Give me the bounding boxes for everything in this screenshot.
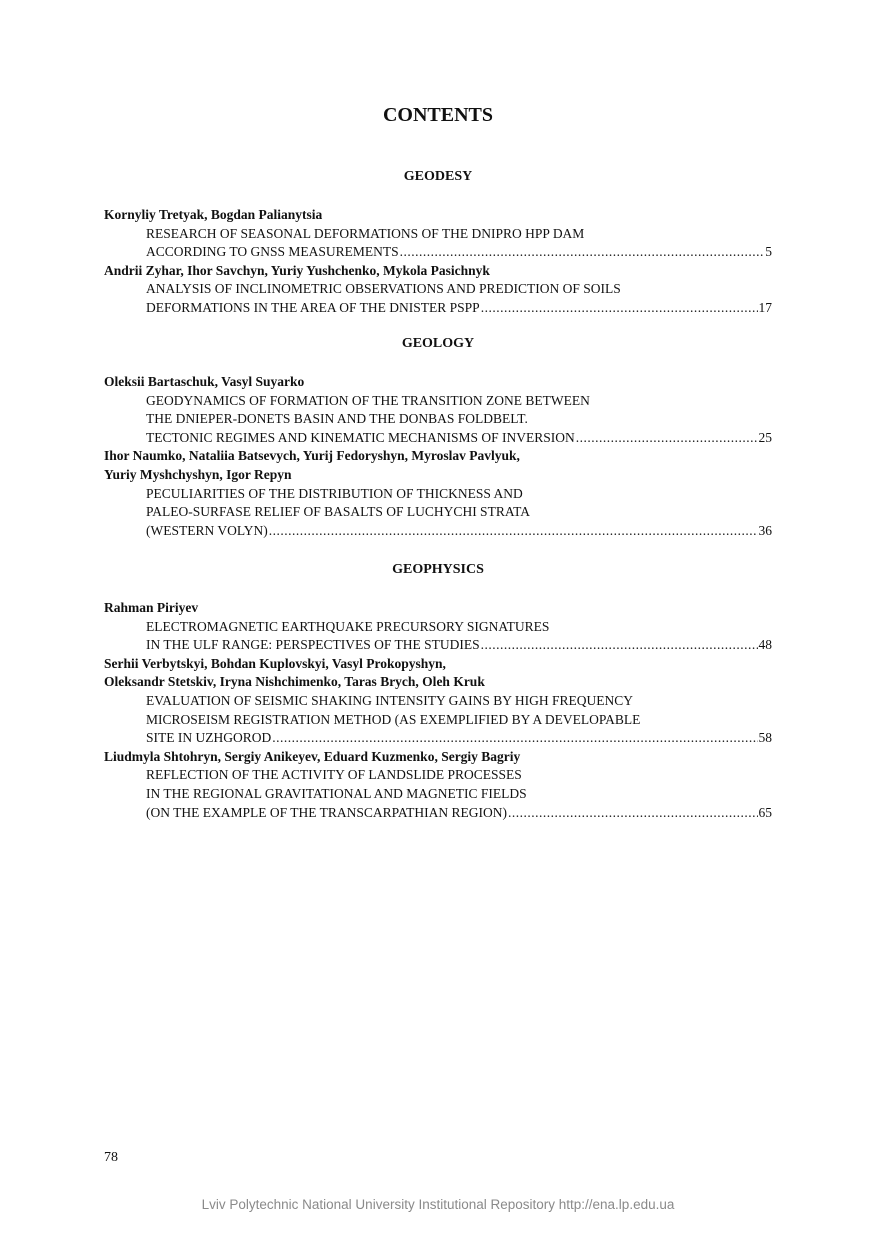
entry-title-last: ACCORDING TO GNSS MEASUREMENTS [146, 244, 399, 260]
entry-authors: Oleksandr Stetskiv, Iryna Nishchimenko, Taras Brych, Oleh Kruk [104, 674, 485, 690]
dot-leader [400, 243, 765, 262]
dot-leader [269, 522, 758, 541]
entry-title-line: ELECTROMAGNETIC EARTHQUAKE PRECURSORY SIGNATURES [146, 618, 550, 634]
toc-entry[interactable] [104, 599, 772, 655]
entry-last-line [146, 804, 772, 823]
entry-title-last: IN THE ULF RANGE: PERSPECTIVES OF THE STUDIES [146, 637, 480, 653]
entry-authors: Liudmyla Shtohryn, Sergiy Anikeyev, Eduard Kuzmenko, Sergiy Bagriy [104, 748, 521, 764]
entry-title-line: ANALYSIS OF INCLINOMETRIC OBSERVATIONS AND PREDICTION OF SOILS [146, 281, 621, 297]
entry-page-number[interactable]: 17 [758, 299, 772, 315]
entry-page-number[interactable]: 58 [758, 730, 772, 746]
entry-authors: Kornyliy Tretyak, Bogdan Palianytsia [104, 207, 323, 222]
entry-title-last: SITE IN UZHGOROD [146, 730, 272, 746]
entry-last-line [146, 636, 772, 655]
section-heading: GEOLOGY [401, 336, 475, 351]
section-geology [104, 335, 772, 540]
entry-title-last: (ON THE EXAMPLE OF THE TRANSCARPATHIAN REGION) [146, 804, 508, 820]
page-title: CONTENTS [382, 104, 494, 126]
entry-page-number[interactable]: 65 [758, 804, 772, 820]
entry-authors: Ihor Naumko, Nataliia Batsevych, Yurij Fedoryshyn, Myroslav Pavlyuk, [104, 448, 520, 464]
entry-title-line: REFLECTION OF THE ACTIVITY OF LANDSLIDE PROCESSES [146, 767, 522, 783]
entry-last-line [146, 243, 772, 262]
entry-title-line: GEODYNAMICS OF FORMATION OF THE TRANSITION ZONE BETWEEN [146, 392, 590, 408]
toc-entry[interactable] [104, 262, 772, 318]
entry-last-line [146, 522, 772, 541]
page-number: 78 [104, 1150, 118, 1165]
toc-entry[interactable] [104, 373, 772, 447]
entry-authors: Serhii Verbytskyi, Bohdan Kuplovskyi, Vasyl Prokopyshyn, [104, 655, 446, 671]
entry-title-line: EVALUATION OF SEISMIC SHAKING INTENSITY GAINS BY HIGH FREQUENCY [146, 692, 634, 708]
dot-leader [481, 299, 758, 318]
section-heading: GEOPHYSICS [392, 562, 484, 577]
toc-entry[interactable] [104, 748, 772, 822]
entry-title-line: THE DNIEPER-DONETS BASIN AND THE DONBAS FOLDBELT. [146, 411, 528, 427]
entry-authors: Yuriy Myshchyshyn, Igor Repyn [104, 466, 292, 482]
entry-authors: Oleksii Bartaschuk, Vasyl Suyarko [104, 374, 305, 389]
entry-title-line: MICROSEISM REGISTRATION METHOD (AS EXEMPLIFIED BY A DEVELOPABLE [146, 711, 641, 727]
toc-entry[interactable] [104, 447, 772, 540]
section-geodesy [104, 168, 772, 318]
entry-page-number[interactable]: 36 [758, 522, 772, 538]
entry-title-last: DEFORMATIONS IN THE AREA OF THE DNISTER PSPP [146, 299, 480, 315]
entry-last-line [146, 299, 772, 318]
entry-last-line [146, 729, 772, 748]
dot-leader [272, 729, 757, 748]
entry-page-number[interactable]: 48 [758, 637, 772, 653]
entry-title-line: IN THE REGIONAL GRAVITATIONAL AND MAGNETIC FIELDS [146, 785, 527, 801]
entry-title-line: PALEO-SURFASE RELIEF OF BASALTS OF LUCHYCHI STRATA [146, 504, 530, 520]
dot-leader [508, 804, 757, 823]
entry-title-last: TECTONIC REGIMES AND KINEMATIC MECHANISMS OF INVERSION [146, 429, 575, 445]
entry-page-number[interactable]: 25 [758, 429, 772, 445]
section-heading: GEODESY [403, 169, 473, 184]
entry-title-line: RESEARCH OF SEASONAL DEFORMATIONS OF THE DNIPRO HPP DAM [146, 225, 585, 241]
entry-page-number[interactable]: 5 [765, 244, 772, 260]
entry-authors: Rahman Piriyev [104, 600, 199, 615]
dot-leader [481, 636, 758, 655]
entry-title-line: PECULIARITIES OF THE DISTRIBUTION OF THICKNESS AND [146, 485, 523, 501]
dot-leader [576, 429, 758, 448]
section-geophysics [104, 561, 772, 822]
entry-last-line [146, 429, 772, 448]
toc-entry[interactable] [104, 206, 772, 262]
toc-entry[interactable] [104, 655, 772, 748]
repository-footer: Lviv Polytechnic National University Institutional Repository http://ena.lp.edu.ua [201, 1197, 675, 1212]
entry-authors: Andrii Zyhar, Ihor Savchyn, Yuriy Yushchenko, Mykola Pasichnyk [104, 262, 490, 278]
entry-title-last: (WESTERN VOLYN) [146, 522, 268, 538]
